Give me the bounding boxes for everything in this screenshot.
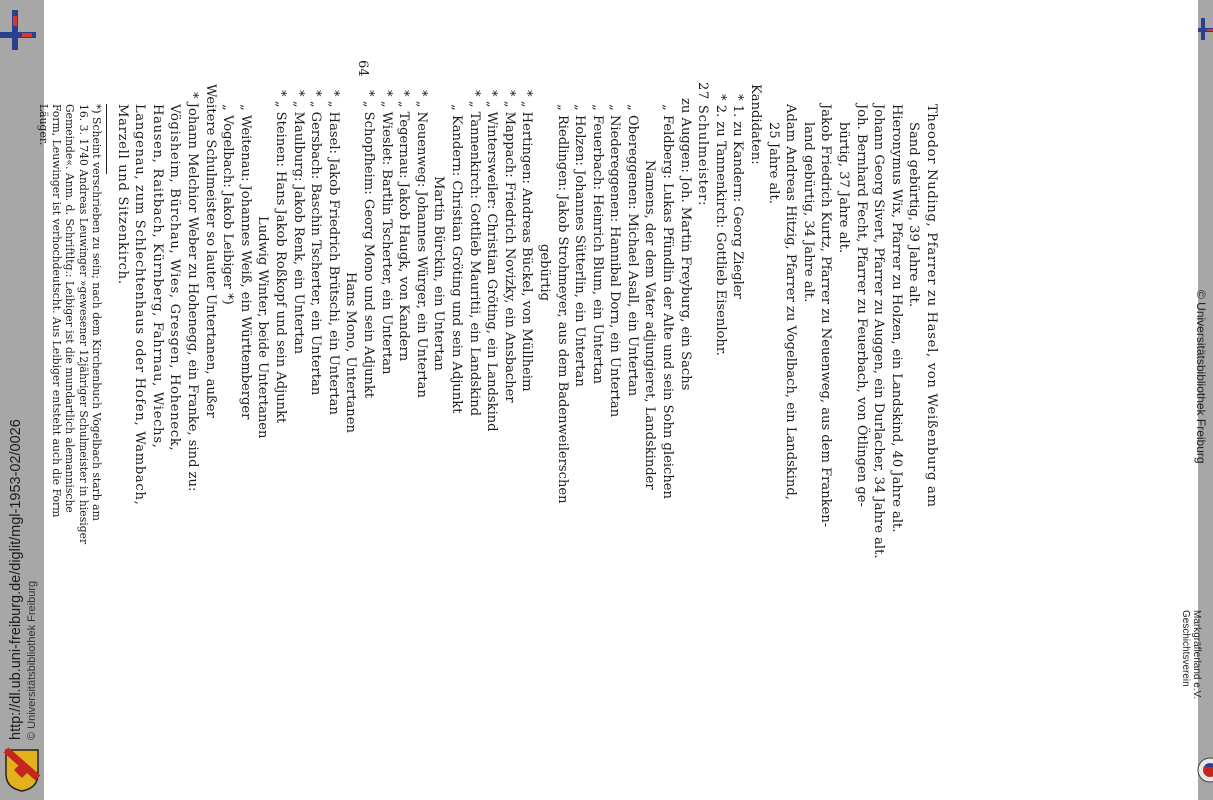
url-text[interactable]: http://dl.ub.uni-freiburg.de/diglit/mgl-1953-02/0026 [8, 419, 24, 740]
text-line: „ Vogelbach: Jakob Leibiger *) [220, 104, 236, 305]
text-line: Jakob Friedrich Kurtz, Pfarrer zu Neuenweg, aus dem Franken- [818, 104, 834, 528]
text-line: 25 Jahre alt. [765, 122, 781, 204]
text-line: zu Auggen: Joh. Martin Freyburg, ein Sachs [677, 98, 693, 391]
text-line: * Johann Melchior Weber zu Hohenegg, ein Franke, sind zu: [185, 92, 201, 492]
footnote-line: Form, Leuwinger ist verhochdeutscht. Aus Leibiger entsteht auch die Form [49, 104, 63, 518]
footnote-separator [106, 104, 107, 174]
society-logo-icon [1198, 752, 1213, 788]
text-line: Weitere Schulmeister so lauter Untertanen, außer [202, 84, 218, 418]
text-line: bürtig, 37 Jahre alt. [836, 122, 852, 254]
text-line: * „ Wieslet: Bartlin Tscherter, ein Untertan [378, 90, 394, 375]
text-line: land gebürtig, 34 Jahre alt. [800, 122, 816, 303]
text-line: Langenau, zum Schlechtenhaus oder Hofen, Wambach, [132, 104, 148, 506]
text-line: Hieronymus Wix, Pfarrer zu Holzen, ein Landskind, 40 Jahre alt. [888, 104, 904, 533]
text-line: „ Weitenau: Johannes Weiß, ein Württemberger [237, 104, 253, 420]
text-line: * „ Hasel: Jakob Friedrich Brütschi, ein Untertan [325, 90, 341, 415]
text-line: Namens, der dem Vater adjungieret, Landskinder [642, 160, 658, 490]
text-line: Marzell und Sitzenkirch. [114, 104, 130, 285]
copyright-text: © Universitätsbibliothek Freiburg [26, 580, 38, 740]
library-logo-icon [0, 10, 36, 50]
text-line: „ Kandern: Christian Gröting und sein Adjunkt [448, 104, 464, 414]
library-logo-icon-right [1198, 18, 1213, 40]
text-line: „ Feldberg: Lukas Pfündlin der Alte und sein Sohn gleichen [660, 104, 676, 499]
text-line: * „ Tannenkirch: Gottlieb Mauritii, ein Landskind [466, 90, 482, 417]
page-body [36, 82, 940, 704]
text-line: Sand gebürtig, 39 Jahre alt. [906, 122, 922, 308]
document-page [36, 0, 1000, 800]
page-number: 64 [355, 60, 370, 77]
text-line: „ Riedlingen: Jakob Strohmeyer, aus dem Badenweilerschen [554, 104, 570, 504]
text-line: „ Feuerbach: Heinrich Blum, ein Untertan [589, 104, 605, 384]
text-line: Martin Bürckin, ein Untertan [431, 176, 447, 371]
text-line: * „ Maulburg: Jakob Renk, ein Untertan [290, 90, 306, 355]
text-line: * „ Hertingen: Andreas Bückel, von Müllheim [519, 90, 535, 392]
society-caption-line-1: Markgräflerland e.V. [1191, 610, 1202, 700]
footnote-line: Gemeinde«. Anm. d. Schriftltg.: Leibiger ist die mundartlich alemannische [63, 104, 77, 513]
text-line: Ludwig Winter, beide Untertanen [255, 216, 271, 439]
text-line: * „ Tegernau: Jakob Haugk, von Kandern [396, 90, 412, 362]
section-heading: 27 Schulmeister: [695, 82, 711, 207]
text-line: Hausen, Raitbach, Kürnberg, Fahrnau, Wiechs, [149, 104, 165, 449]
section-heading: Kandidaten: [748, 84, 764, 165]
footnote-line: 16. 3. 1740 Andreas Leuwinger »gewesener 12jähriger Schulmeister in hiesiger [76, 104, 90, 545]
text-line: „ Holzen: Johannes Sütterlin, ein Untertan [572, 104, 588, 387]
text-line: * „ Steinen: Hans Jakob Roßkopf und sein Adjunkt [273, 90, 289, 424]
text-line: * „ Wintersweiler: Christian Gröting, ein Landskind [484, 90, 500, 432]
text-line: * „ Gersbach: Baschin Tscherter, ein Untertan [308, 90, 324, 396]
rotated-page [36, 0, 1000, 800]
society-caption-line-2: Geschichtsverein [1180, 610, 1191, 687]
footnote-line: Läuger. [36, 104, 50, 146]
text-line: „ Obereggenen: Michael Asall, ein Untertan [624, 104, 640, 397]
text-line: * 2. zu Tannenkirch: Gottlieb Eisenlohr. [712, 94, 728, 356]
text-line: Vögisheim, Bürchau, Wies, Gresgen, Hoheneck, [167, 104, 183, 452]
society-caption [1180, 610, 1202, 699]
text-line: * „ Neuenweg: Johannes Würger, ein Untertan [413, 90, 429, 398]
footnote-line: *) Scheint verschrieben zu sein; nach dem Kirchenbuch Vogelbach starb am [90, 104, 104, 521]
text-line: Hans Mono, Untertanen [343, 272, 359, 433]
text-line: * „ Mappach: Friedrich Novizky, ein Ansbacher [501, 90, 517, 403]
top-copyright: © Universitätsbibliothek Freiburg [1194, 290, 1208, 464]
text-line: „ Niedereggenen: Hannibal Dorn, ein Untertan [607, 104, 623, 418]
text-line: Adam Andreas Hitzig, Pfarrer zu Vogelbach, ein Landskind, [783, 104, 799, 500]
text-line: gebürtig [536, 244, 552, 302]
text-line: Joh. Bernhard Fecht, Pfarrer zu Feuerbach, von Ötlingen ge- [853, 104, 869, 507]
text-line: Theodor Nuding, Pfarrer zu Hasel, von Weißenburg am [924, 104, 939, 508]
document-url[interactable] [8, 60, 38, 740]
coat-of-arms-icon [4, 748, 40, 792]
text-line: Johann Georg Sivert, Pfarrer zu Auggen, ein Durlacher, 34 Jahre alt. [871, 104, 887, 559]
text-line: * 1. zu Kandern: Georg Ziegler [730, 94, 746, 299]
text-line: * „ Schopfheim: Georg Mono und sein Adjunkt [361, 90, 376, 399]
